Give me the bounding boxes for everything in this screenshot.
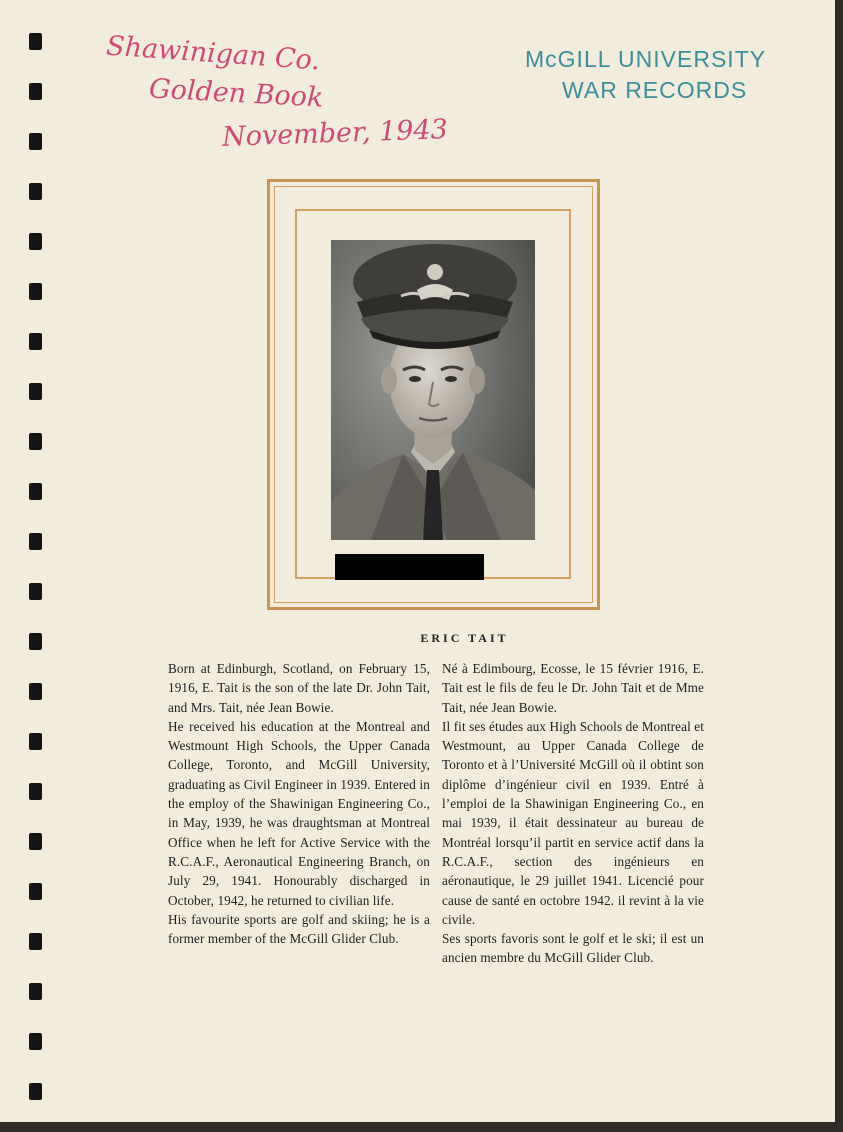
binding-hole bbox=[29, 33, 42, 50]
binding-hole bbox=[29, 83, 42, 100]
binding-hole bbox=[29, 883, 42, 900]
name-heading: ERIC TAIT bbox=[420, 631, 509, 645]
biography-fr-paragraph: Il fit ses études aux High Schools de Montreal et Westmount, au Upper Canada College de Toronto et à l’Université McGill où il obtint son diplôme d’ingénieur civil en 1939. Entré à l’emploi de la Shawinigan Engineering Co., en mai 1939, il était dessinateur au bureau de Montréal lorsqu’il partit en service actif dans la R.C.A.F., section des ingénieurs en aéronautique, le 29 juillet 1941. Licencié pour cause de santé en octobre 1942. il revint à la vie civile. bbox=[442, 718, 704, 927]
redaction-bar bbox=[335, 554, 484, 580]
binding-hole bbox=[29, 533, 42, 550]
biography-english bbox=[168, 659, 430, 948]
binding-hole bbox=[29, 433, 42, 450]
stamp-line-1: McGILL UNIVERSITY bbox=[525, 46, 767, 72]
binding-hole bbox=[29, 1033, 42, 1050]
binding-hole bbox=[29, 683, 42, 700]
biography-en-paragraph: His favourite sports are golf and skiing; he is a former member of the McGill Glider Club. bbox=[168, 911, 430, 947]
biography-french bbox=[442, 659, 704, 968]
biography-fr-paragraph: Ses sports favoris sont le golf et le ski; il est un ancien membre du McGill Glider Club. bbox=[442, 931, 704, 966]
binding-hole bbox=[29, 483, 42, 500]
binding-hole bbox=[29, 283, 42, 300]
binding-hole bbox=[29, 333, 42, 350]
handwritten-note-line-3: November, 1943 bbox=[221, 114, 449, 153]
handwritten-note-line-1: Shawinigan Co. bbox=[105, 30, 321, 77]
binding-hole bbox=[29, 833, 42, 850]
binding-hole bbox=[29, 633, 42, 650]
binding-hole bbox=[29, 383, 42, 400]
stamp-line-2: WAR RECORDS bbox=[562, 77, 748, 103]
biography-fr-paragraph: Né à Edimbourg, Ecosse, le 15 février 1916, E. Tait est le fils de feu le Dr. John Tait et de Mme Tait, née Jean Bowie. bbox=[442, 661, 704, 715]
binding-hole bbox=[29, 133, 42, 150]
binding-hole bbox=[29, 183, 42, 200]
binding-hole bbox=[29, 933, 42, 950]
biography-en-paragraph: Born at Edinburgh, Scotland, on February 15, 1916, E. Tait is the son of the late Dr. John Tait, and Mrs. Tait, née Jean Bowie. bbox=[168, 661, 430, 715]
handwritten-note-line-2: Golden Book bbox=[148, 73, 325, 114]
biography-en-paragraph: He received his education at the Montreal and Westmount High Schools, the Upper Canada College, Toronto, and McGill University, graduating as Civil Engineer in 1939. Entered in the employ of the Shawinigan Engineering Co., in May, 1939, he was draughtsman at Montreal Office when he left for Active Service with the R.C.A.F., Aeronautical Engineering Branch, on July 29, 1941. Honourably discharged in October, 1942, he returned to civilian life. bbox=[168, 718, 430, 908]
portrait-photo-drawing bbox=[331, 240, 535, 540]
binding-hole bbox=[29, 233, 42, 250]
binding-hole bbox=[29, 733, 42, 750]
binding-hole bbox=[29, 983, 42, 1000]
binding-hole bbox=[29, 1083, 42, 1100]
binding-hole bbox=[29, 583, 42, 600]
portrait-photo bbox=[331, 240, 535, 540]
binding-hole bbox=[29, 783, 42, 800]
